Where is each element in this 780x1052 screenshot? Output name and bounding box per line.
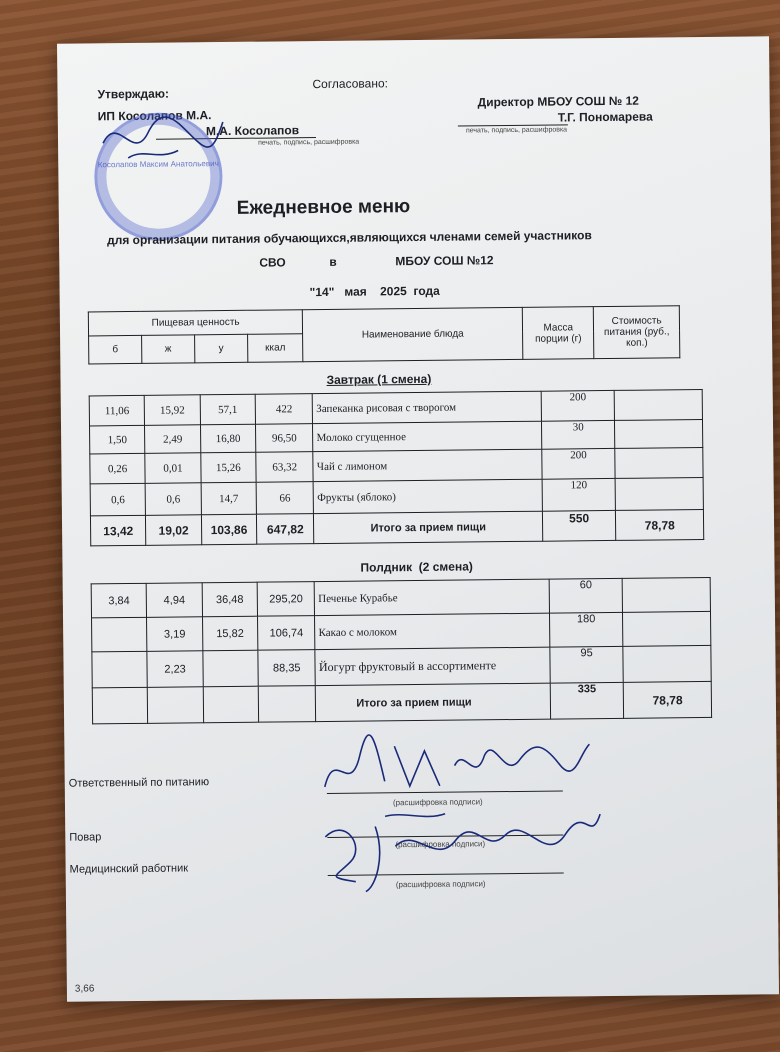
cell-u: 15,26: [201, 452, 257, 483]
stamp-text: Косолапов Максим Анатольевич: [97, 159, 219, 170]
responsible-role: Ответственный по питанию: [68, 776, 210, 790]
cell-b: 3,84: [91, 583, 147, 618]
total-label: Итого за прием пищи: [316, 683, 551, 721]
cell-kcal: 422: [255, 394, 313, 425]
cell-kcal: 63,32: [256, 452, 314, 483]
cell-cost: [615, 390, 703, 421]
cell-cost: [622, 577, 710, 612]
approver-signature: [98, 102, 229, 173]
total-row: [90, 510, 703, 546]
cell-dish: Запеканка рисовая с творогом: [313, 391, 542, 423]
cell-dish: Йогурт фруктовый в ассортименте: [315, 647, 550, 685]
medic-role: Медицинский работник: [69, 862, 189, 876]
subtitle-school: МБОУ СОШ №12: [395, 253, 494, 269]
cell-zh: 3,19: [147, 617, 203, 652]
cell-cost: [623, 611, 711, 646]
total-b: [92, 687, 148, 724]
responsible-caption: (расшифровка подписи): [392, 797, 483, 808]
snack-table: [91, 577, 712, 724]
approve-caption: печать, подпись, расшифровка: [258, 138, 360, 147]
total-row: [92, 681, 711, 723]
cell-b: 0,6: [90, 483, 146, 516]
cell-u: 36,48: [202, 582, 258, 617]
total-zh: 19,02: [146, 515, 202, 546]
total-kcal: 647,82: [257, 514, 315, 545]
section-title-snack: Полдник (2 смена): [360, 559, 473, 575]
agreed-caption: печать, подпись, расшифровка: [465, 126, 568, 135]
cell-b: [92, 651, 148, 688]
total-mass: 335: [550, 682, 624, 719]
agreed-name: Т.Г. Пономарева: [557, 109, 653, 125]
cell-u: 16,80: [200, 424, 256, 453]
cell-zh: 0,6: [145, 483, 201, 516]
cell-mass: 200: [541, 390, 615, 421]
cell-cost: [623, 645, 711, 682]
cell-mass: 60: [549, 578, 623, 613]
cell-zh: 0,01: [145, 453, 201, 484]
total-cost: 78,78: [616, 510, 704, 541]
cell-b: 11,06: [89, 395, 145, 426]
cell-dish: Печенье Курабье: [315, 579, 550, 615]
menu-date: "14" мая 2025 года: [309, 283, 440, 300]
cell-kcal: 66: [256, 482, 314, 515]
subtitle-svo: СВО: [259, 255, 286, 270]
total-mass: 550: [542, 510, 616, 541]
breakfast-table: [89, 389, 705, 546]
cell-b: [92, 617, 148, 652]
cell-u: [203, 650, 259, 687]
approve-signer: М.А. Косолапов: [205, 123, 300, 139]
cell-mass: 120: [542, 478, 616, 511]
medic-caption: (расшифровка подписи): [395, 879, 486, 890]
cell-zh: 2,23: [147, 651, 203, 688]
approve-name: ИП Косолапов М.А.: [97, 108, 212, 124]
cell-kcal: 88,35: [258, 650, 316, 687]
approve-title: Утверждаю:: [97, 86, 170, 102]
cell-dish: Какао с молоком: [315, 613, 550, 649]
cell-mass: 95: [550, 646, 624, 683]
total-u: 103,86: [201, 514, 257, 545]
cell-cost: [615, 420, 703, 449]
menu-document: [57, 36, 779, 1001]
cost-header: Стоимость питания (руб., коп.): [594, 306, 680, 359]
cell-b: 0,26: [90, 453, 146, 484]
cell-u: 15,82: [202, 616, 258, 651]
zh-header: ж: [141, 335, 194, 364]
cell-dish: Молоко сгущенное: [313, 421, 542, 451]
cell-mass: 200: [542, 448, 616, 479]
cell-dish: Фрукты (яблоко): [314, 479, 543, 513]
agreed-role: Директор МБОУ СОШ № 12: [477, 93, 639, 110]
cell-zh: 15,92: [145, 395, 201, 426]
cell-kcal: 96,50: [256, 424, 314, 453]
menu-header-table: [88, 305, 681, 364]
kcal-header: ккал: [247, 334, 303, 363]
b-header: б: [89, 335, 142, 364]
cook-medic-signatures: [305, 804, 606, 897]
mass-header: Масса порции (г): [522, 307, 594, 360]
total-label: Итого за прием пищи: [314, 511, 543, 543]
page-title: Ежедневное меню: [236, 196, 411, 219]
cell-kcal: 106,74: [258, 616, 316, 651]
agreed-title: Согласовано:: [312, 76, 389, 92]
total-zh: [148, 687, 204, 724]
u-header: у: [194, 334, 247, 363]
cell-zh: 4,94: [147, 583, 203, 618]
cell-mass: 30: [541, 420, 615, 449]
footer-fragment: 3,66: [74, 983, 95, 995]
responsible-signature: [314, 724, 595, 807]
cell-mass: 180: [549, 612, 623, 647]
cook-caption: (расшифровка подписи): [395, 839, 486, 850]
subtitle-line1: для организации питания обучающихся,являющихся членами семей участников: [106, 228, 592, 248]
cell-u: 14,7: [201, 482, 257, 515]
total-kcal: [258, 686, 316, 723]
cell-kcal: 295,20: [257, 582, 315, 617]
nutrition-header: Пищевая ценность: [88, 310, 303, 336]
subtitle-in: в: [329, 254, 337, 269]
cell-dish: Чай с лимоном: [313, 449, 542, 481]
cell-zh: 2,49: [145, 425, 201, 454]
dish-header: Наименование блюда: [303, 307, 523, 361]
section-title-breakfast: Завтрак (1 смена): [326, 371, 432, 387]
total-b: 13,42: [90, 515, 146, 546]
cook-role: Повар: [69, 831, 102, 844]
total-cost: 78,78: [624, 681, 712, 718]
cell-u: 57,1: [200, 394, 256, 425]
total-u: [203, 686, 259, 723]
cell-cost: [615, 478, 703, 511]
cell-cost: [615, 448, 703, 479]
cell-b: 1,50: [90, 425, 146, 454]
